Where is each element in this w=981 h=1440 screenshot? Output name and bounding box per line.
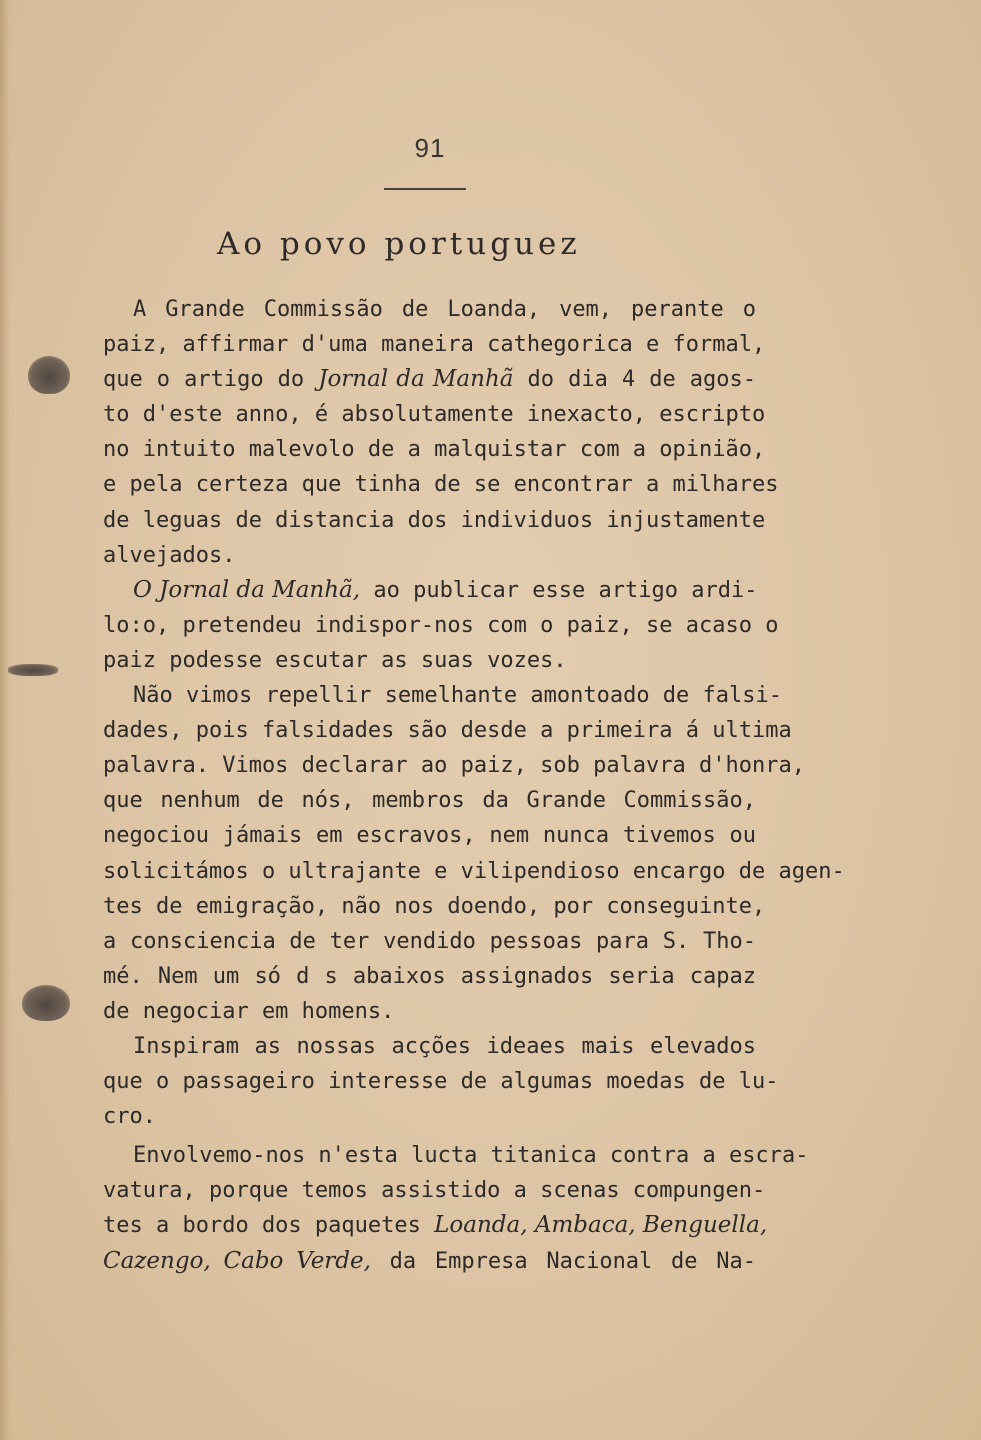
text-line	[103, 503, 766, 538]
text-run: Não vimos repellir semelhante amontoado de falsi-	[133, 683, 783, 709]
text-line	[103, 748, 805, 783]
text-line	[103, 432, 766, 467]
text-line	[103, 397, 766, 432]
italic-text: Cazengo, Cabo Verde,	[103, 1247, 371, 1274]
italic-text: Jornal da Manhã	[318, 366, 514, 393]
text-run: solicitámos o ultrajante e vilipendioso encargo de agen-	[103, 858, 845, 884]
text-line	[103, 783, 756, 818]
text-line	[103, 292, 756, 327]
binding-hole	[22, 985, 70, 1021]
text-line	[103, 1173, 766, 1208]
paragraph	[103, 1029, 779, 1134]
text-line	[103, 854, 845, 889]
text-run: que o passageiro interesse de algumas moedas de lu-	[103, 1069, 779, 1095]
page-edge-shadow	[0, 0, 10, 1440]
text-line	[103, 1099, 756, 1134]
text-run: a consciencia de ter vendido pessoas para S. Tho-	[103, 928, 756, 954]
text-line	[103, 713, 792, 748]
separator-rule	[384, 188, 466, 190]
paragraph	[103, 573, 779, 678]
text-run: Inspiram as nossas acções ideaes mais elevados	[133, 1033, 756, 1059]
text-line	[103, 924, 756, 959]
text-line	[103, 467, 779, 502]
text-run: no intuito malevolo de a malquistar com a opinião,	[103, 437, 766, 463]
text-line	[103, 327, 766, 362]
italic-text: Loanda, Ambaca, Benguella,	[434, 1212, 768, 1239]
text-run: A Grande Commissão de Loanda, vem, perante o	[133, 297, 756, 322]
text-run: lo:o, pretendeu indispor-nos com o paiz, se acaso o	[103, 612, 779, 638]
italic-text: O Jornal da Manhã,	[133, 576, 361, 603]
text-run: ao publicar esse artigo ardi-	[360, 577, 758, 603]
paragraph	[103, 1138, 809, 1278]
text-line	[103, 573, 756, 608]
page-title: Ao povo portuguez	[217, 226, 581, 262]
text-run: palavra. Vimos declarar ao paiz, sob palavra d'honra,	[103, 753, 805, 779]
body-text	[103, 292, 845, 1279]
text-line	[103, 889, 766, 924]
text-run: paiz, affirmar d'uma maneira cathegorica e formal,	[103, 332, 766, 358]
text-run: negociou jámais em escravos, nem nunca tivemos ou	[103, 823, 756, 849]
paragraph	[103, 292, 779, 573]
text-run: to d'este anno, é absolutamente inexacto, escripto	[103, 402, 766, 428]
text-line	[103, 1138, 809, 1173]
text-line	[103, 362, 756, 397]
text-run: de negociar em homens.	[103, 998, 395, 1024]
text-run: mé. Nem um só d s abaixos assignados seria capaz	[103, 963, 756, 989]
text-run: da Empresa Nacional de Na-	[370, 1248, 756, 1274]
text-line	[103, 959, 756, 994]
text-run: Envolvemo-nos n'esta lucta titanica contra a escra-	[133, 1143, 809, 1169]
text-line	[103, 1064, 779, 1099]
text-line	[103, 994, 756, 1029]
text-line	[103, 1208, 768, 1243]
text-run: que o artigo do	[103, 367, 319, 393]
text-run: do dia 4 de agos-	[513, 367, 756, 393]
binding-hole	[28, 356, 70, 394]
text-run: cro.	[103, 1104, 156, 1130]
text-run: tes de emigração, não nos doendo, por conseguinte,	[103, 893, 766, 919]
text-line	[103, 678, 783, 713]
text-line	[103, 818, 756, 853]
text-line	[103, 643, 756, 678]
text-run: e pela certeza que tinha de se encontrar a milhares	[103, 472, 779, 498]
text-run: dades, pois falsidades são desde a primeira á ultima	[103, 718, 792, 744]
text-run: paiz podesse escutar as suas vozes.	[103, 647, 567, 673]
page-number: 91	[414, 133, 446, 163]
paragraph	[103, 678, 845, 1029]
text-run: alvejados.	[103, 542, 236, 568]
text-line	[103, 538, 756, 573]
text-run: de leguas de distancia dos individuos injustamente	[103, 507, 766, 533]
text-run: vatura, porque temos assistido a scenas compungen-	[103, 1178, 766, 1204]
text-line	[103, 1244, 756, 1279]
text-run: que nenhum de nós, membros da Grande Commissão,	[103, 788, 756, 814]
text-line	[103, 1029, 756, 1064]
binding-hole	[8, 664, 58, 676]
text-line	[103, 608, 779, 643]
text-run: tes a bordo dos paquetes	[103, 1213, 435, 1239]
